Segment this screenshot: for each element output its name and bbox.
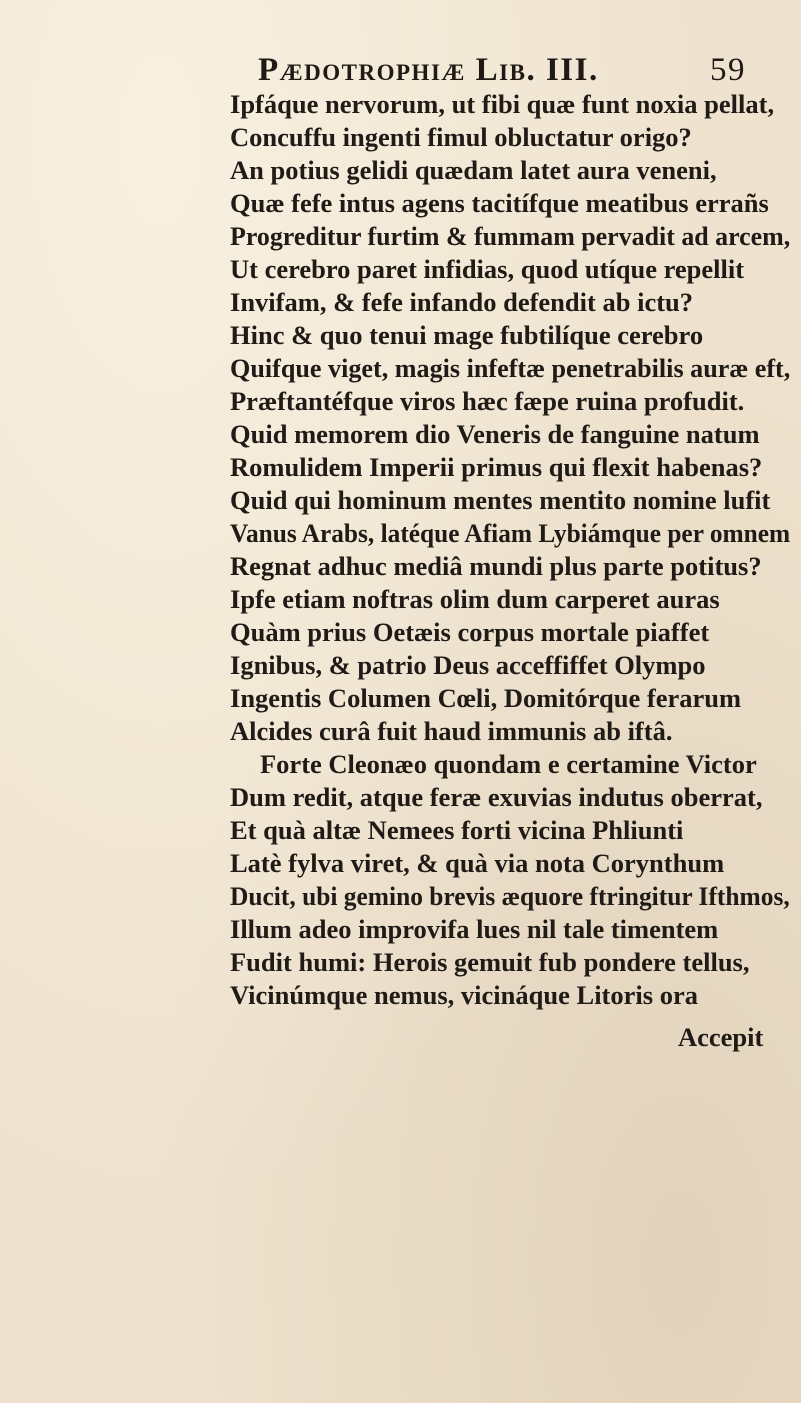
verse-line: Quid qui hominum mentes mentito nomine lufit [230,485,771,515]
verse-line: Alcides curâ fuit haud immunis ab iftâ. [230,716,673,746]
verse-line: Concuffu ingenti fimul obluctatur origo? [230,122,692,152]
verse-line: Et quà altæ Nemees forti vicina Phliunti [230,815,684,845]
verse-line: Ipfáque nervorum, ut fibi quæ funt noxia pellat, [230,89,775,119]
page-number: 59 [710,52,746,88]
verse-line: Præftantéfque viros hæc fæpe ruina profudit. [230,386,745,416]
verse-line: Ingentis Columen Cœli, Domitórque ferarum [230,683,742,713]
verse-line: Fudit humi: Herois gemuit fub pondere tellus, [230,947,750,977]
verse-line: Progreditur furtim & fummam pervadit ad arcem, [230,221,791,251]
verse-line: An potius gelidi quædam latet aura veneni, [230,155,717,185]
catchword: Accepit [678,1022,764,1052]
verse-line: Ignibus, & patrio Deus acceffiffet Olympo [230,650,706,680]
verse-line: Ut cerebro paret infidias, quod utíque repellit [230,254,745,284]
verse-line: Quàm prius Oetæis corpus mortale piaffet [230,617,710,647]
verse-line: Invifam, & fefe infando defendit ab ictu? [230,287,694,317]
verse-line: Dum redit, atque feræ exuvias indutus oberrat, [230,782,763,812]
verse-line: Quid memorem dio Veneris de fanguine natum [230,419,760,449]
verse-line: Ipfe etiam noftras olim dum carperet auras [230,584,720,614]
verse-line: Quifque viget, magis infeftæ penetrabilis auræ eft, [230,353,791,383]
running-title: Pædotrophiæ Lib. III. [258,52,599,88]
verse-line: Hinc & quo tenui mage fubtilíque cerebro [230,320,704,350]
verse-line: Forte Cleonæo quondam e certamine Victor [260,749,757,779]
verse-line: Latè fylva viret, & quà via nota Corynthum [230,848,725,878]
verse-line: Illum adeo improvifa lues nil tale timentem [230,914,719,944]
verse-line: Romulidem Imperii primus qui flexit habenas? [230,452,763,482]
verse-line: Vanus Arabs, latéque Afiam Lybiámque per omnem [230,518,791,548]
verse-line: Regnat adhuc mediâ mundi plus parte potitus? [230,551,762,581]
verse-line: Quæ fefe intus agens tacitífque meatibus errañs [230,188,769,218]
verse-line: Vicinúmque nemus, vicináque Litoris ora [230,980,698,1010]
verse-line: Ducit, ubi gemino brevis æquore ftringitur Ifthmos, [230,881,790,911]
